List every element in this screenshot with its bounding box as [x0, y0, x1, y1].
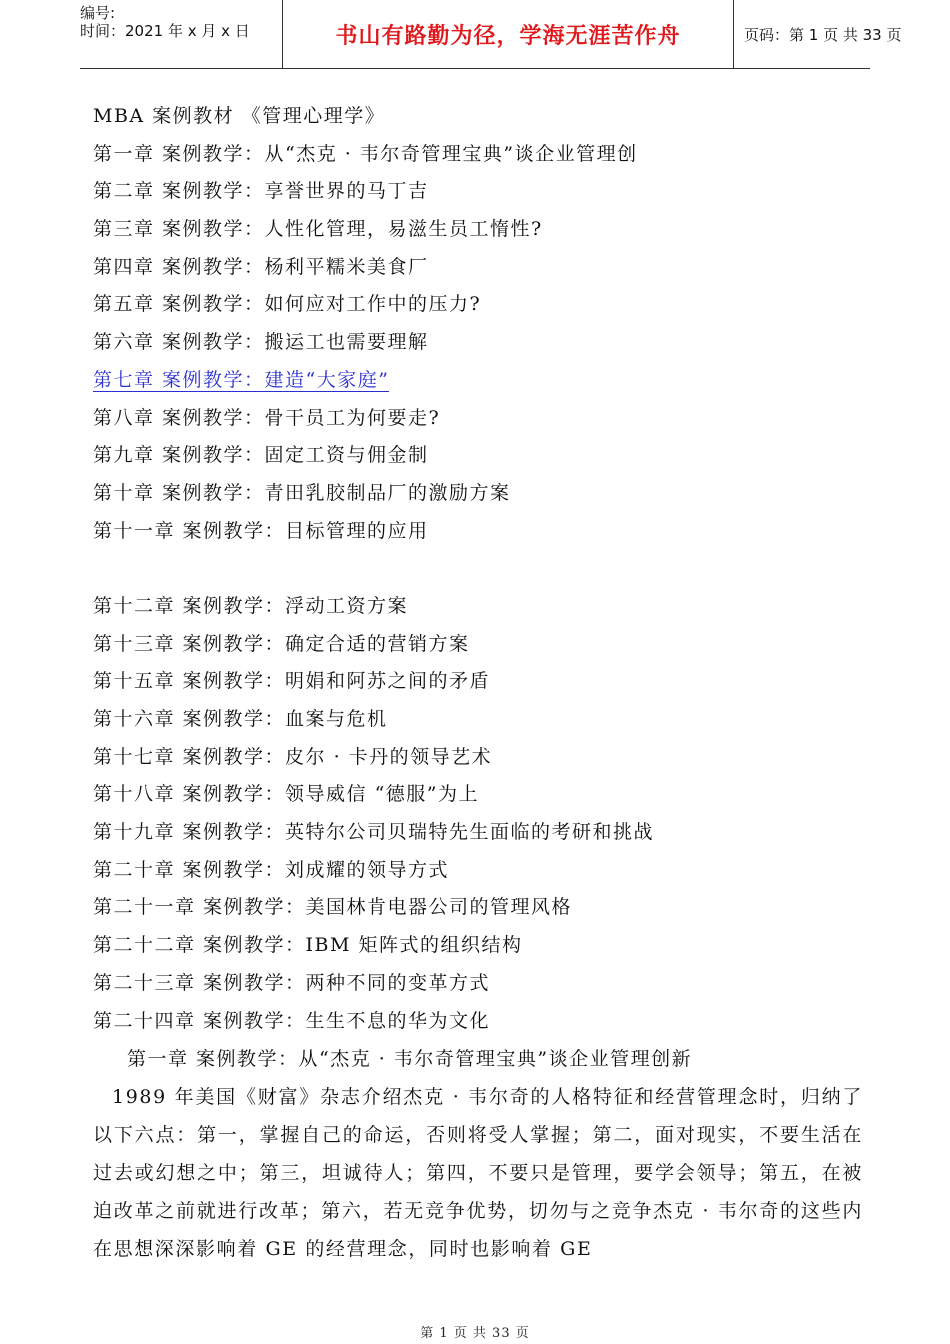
body-paragraph: 1989 年美国《财富》杂志介绍杰克 · 韦尔奇的人格特征和经营管理念时，归纳了以下六点：第一，掌握自己的命运，否则将受人掌握；第二，面对现实，不要生活在过去或幻想之中；第三，坦诚待人；第四，不要只是管理，要学会领导；第五，在被迫改革之前就进行改革；第六，若无竞争优势，切勿与之竞争杰克 · 韦尔奇的这些内在思想深深影响着 GE 的经营理念，同时也影响着 GE [93, 1086, 863, 1260]
toc-group-a [93, 136, 654, 362]
toc-chapter-item: 第十八章 案例教学：领导威信 “德服”为上 [93, 783, 480, 806]
toc-chapter-item: 第十五章 案例教学：明娟和阿苏之间的矛盾 [93, 670, 491, 693]
toc-chapter-item: 第二十二章 案例教学：IBM 矩阵式的组织结构 [93, 934, 523, 957]
toc-chapter-item: 第十六章 案例教学：血案与危机 [93, 708, 388, 730]
toc-chapter-item: 第五章 案例教学：如何应对工作中的压力? [93, 293, 482, 316]
toc-chapter-link[interactable] [93, 362, 654, 400]
toc-chapter-item: 第十章 案例教学：青田乳胶制品厂的激励方案 [93, 481, 511, 504]
toc-chapter-item: 第十九章 案例教学：英特尔公司贝瑞特先生面临的考研和挑战 [93, 821, 655, 844]
page-header [80, 0, 902, 69]
toc-chapter-item: 第二十章 案例教学：刘成耀的领导方式 [93, 858, 450, 881]
toc-chapter-item: 第四章 案例教学：杨利平糯米美食厂 [93, 255, 429, 278]
toc-chapter-item: 第八章 案例教学：骨干员工为何要走? [93, 406, 441, 429]
toc-chapter-item: 第十二章 案例教学：浮动工资方案 [93, 594, 409, 617]
toc-chapter-item: 第二十四章 案例教学：生生不息的华为文化 [93, 1009, 491, 1032]
section-title: 第一章 案例教学：从“杰克 · 韦尔奇管理宝典”谈企业管理创新 [127, 1048, 693, 1070]
toc-group-b [93, 400, 654, 551]
header-left-cell [80, 0, 282, 68]
toc-chapter-item: 第一章 案例教学：从“杰克 · 韦尔奇管理宝典”谈企业管理创 [93, 142, 638, 165]
toc-chapter-item: 第九章 案例教学：固定工资与佣金制 [93, 444, 429, 467]
toc-chapter-item: 第三章 案例教学：人性化管理，易滋生员工惰性? [93, 218, 543, 241]
chapter-one-body [93, 1040, 863, 1268]
toc-group-c [93, 588, 654, 1040]
header-page-info: 页码：第 1 页 共 33 页 [744, 25, 902, 44]
header-motto: 书山有路勤为径，学海无涯苦作舟 [282, 0, 734, 68]
document-time-label: 时间：2021 年 x 月 x 日 [80, 22, 250, 40]
toc-chapter-item: 第十一章 案例教学：目标管理的应用 [93, 519, 429, 542]
document-number-label: 编号: [80, 4, 116, 22]
toc-title: MBA 案例教材 《管理心理学》 [93, 105, 386, 127]
toc-chapter-item: 第二十三章 案例教学：两种不同的变革方式 [93, 971, 491, 994]
toc-chapter-item: 第二十一章 案例教学：美国林肯电器公司的管理风格 [93, 896, 573, 919]
toc-chapter-item: 第十三章 案例教学：确定合适的营销方案 [93, 632, 470, 655]
toc-chapter-link-text[interactable]: 第七章 案例教学：建造“大家庭” [93, 368, 390, 391]
toc-gap [93, 550, 654, 588]
toc-chapter-item: 第十七章 案例教学：皮尔 · 卡丹的领导艺术 [93, 745, 493, 768]
toc-chapter-item: 第二章 案例教学：享誉世界的马丁吉 [93, 180, 429, 203]
table-of-contents [93, 98, 654, 1040]
toc-chapter-item: 第六章 案例教学：搬运工也需要理解 [93, 331, 429, 354]
page-footer: 第 1 页 共 33 页 [420, 1326, 530, 1341]
